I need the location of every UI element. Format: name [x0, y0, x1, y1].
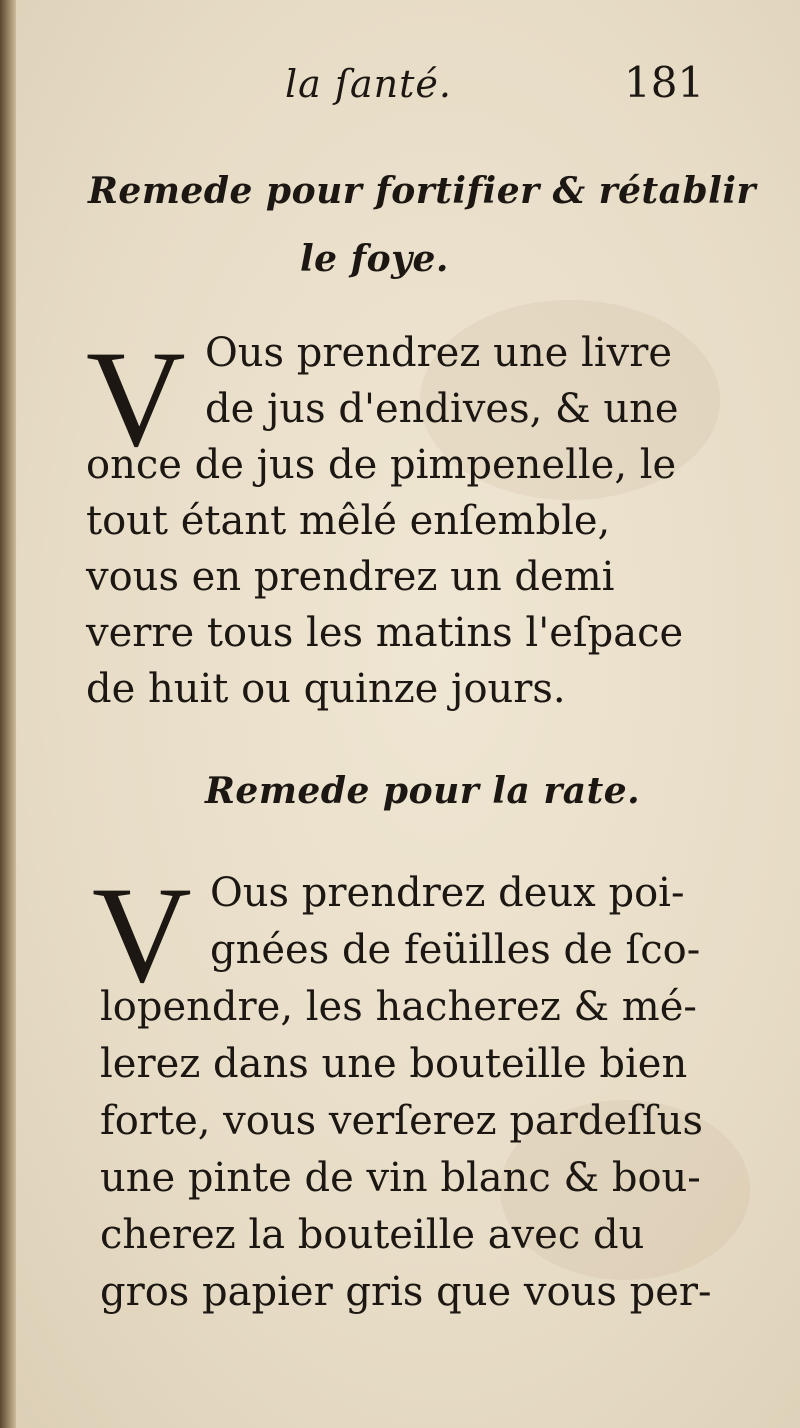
text-line: once de jus de pimpenelle, le [86, 442, 677, 488]
running-title: la ſanté. [285, 62, 452, 106]
text-line: lerez dans une bouteille bien [100, 1041, 688, 1087]
section-heading: Remede pour la rate. [205, 770, 641, 812]
text-line: cherez la bouteille avec du [100, 1212, 645, 1258]
text-line: lopendre, les hacherez & mé- [100, 984, 697, 1030]
text-line: Ous prendrez une livre [205, 330, 673, 376]
page-number: 181 [624, 58, 705, 107]
text-line: de jus d'endives, & une [205, 386, 679, 432]
text-line: gnées de feüilles de ſco- [210, 927, 701, 973]
text-line: vous en prendrez un demi [86, 554, 615, 600]
drop-cap: V [92, 858, 192, 1011]
text-line: de huit ou quinze jours. [86, 666, 566, 712]
text-line: Ous prendrez deux poi- [210, 870, 685, 916]
page-binding-edge [0, 0, 16, 1428]
section-heading: Remede pour fortifier & rétablir [88, 170, 756, 212]
text-line: tout étant mêlé enſemble, [86, 498, 611, 544]
text-line: une pinte de vin blanc & bou- [100, 1155, 701, 1201]
text-line: gros papier gris que vous per- [100, 1269, 712, 1315]
section-heading-continuation: le foye. [300, 238, 449, 280]
drop-cap: V [86, 322, 186, 475]
text-line: forte, vous verſerez pardeſſus [100, 1098, 704, 1144]
text-line: verre tous les matins l'eſpace [86, 610, 684, 656]
